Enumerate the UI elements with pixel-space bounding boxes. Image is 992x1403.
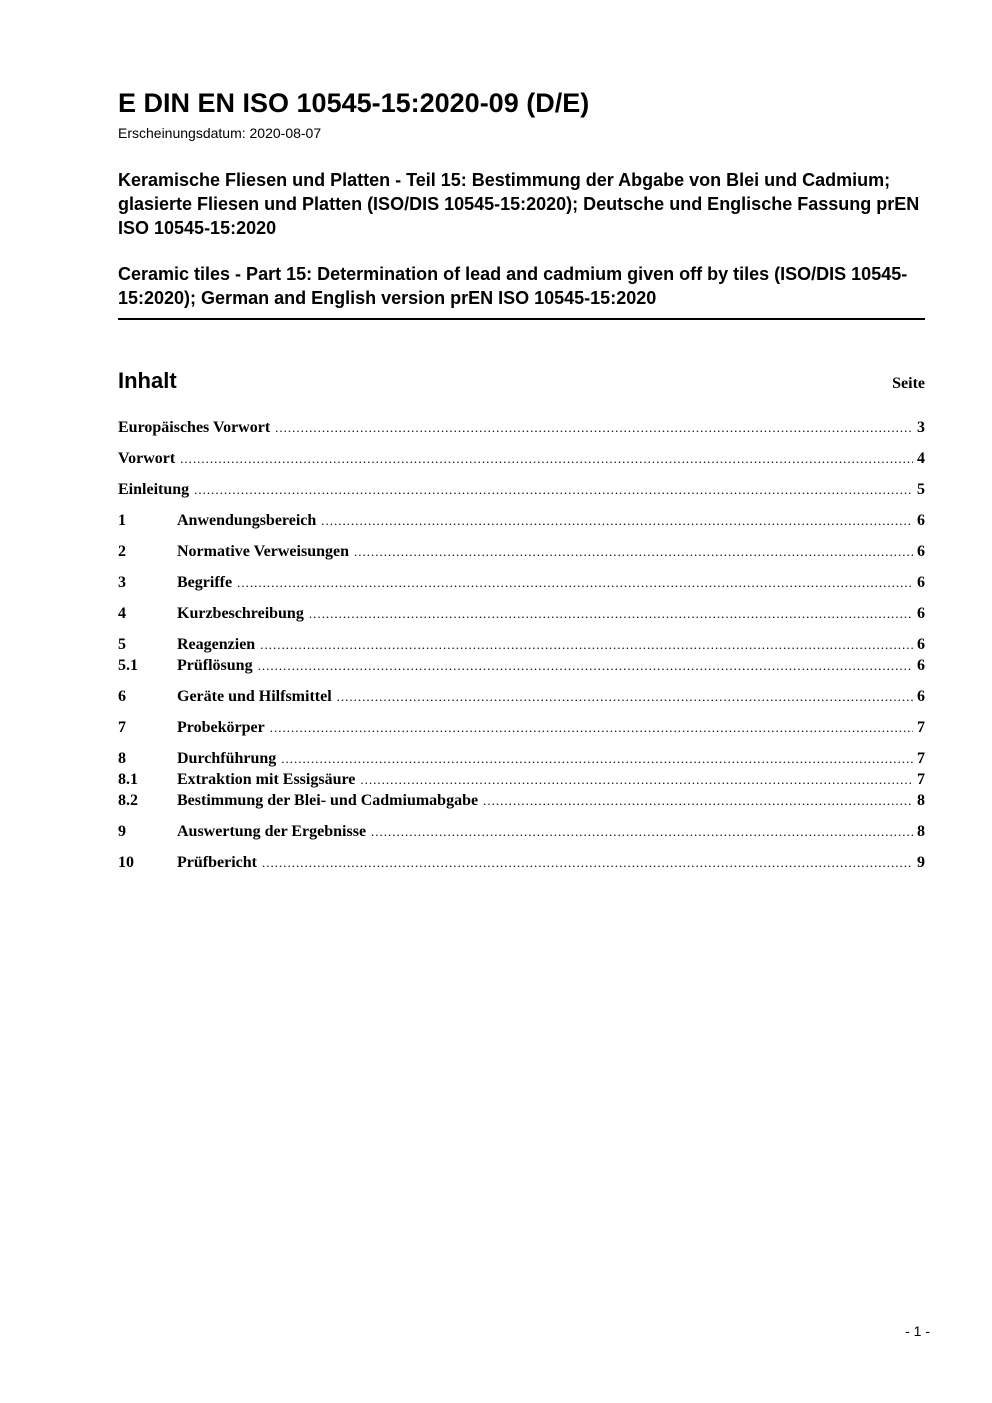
toc-entry-page: 6 [917, 636, 925, 653]
toc-entry-title: Bestimmung der Blei- und Cadmiumabgabe [177, 792, 479, 809]
toc-entry [118, 542, 925, 562]
toc-leader-dots [483, 791, 913, 811]
toc-entry [118, 604, 925, 624]
toc-entry [118, 749, 925, 769]
toc-entry-title: Begriffe [177, 574, 233, 591]
toc-entry-title: Anwendungsbereich [177, 512, 317, 529]
toc-entry-page: 6 [917, 605, 925, 622]
toc-entry-number: 8 [118, 750, 126, 767]
toc-entry-title: Prüflösung [177, 657, 253, 674]
toc-entry [118, 573, 925, 593]
toc-entry-title: Geräte und Hilfsmittel [177, 688, 332, 705]
toc-entry [118, 687, 925, 707]
document-header [118, 88, 925, 320]
toc-entry-page: 4 [917, 450, 925, 467]
toc-entry [118, 853, 925, 873]
toc-heading: Inhalt [118, 368, 177, 393]
german-title: Keramische Fliesen und Platten - Teil 15: Bestimmung der Abgabe von Blei und Cadmium; glasierte Fliesen und Platten (ISO/DIS 10545-15:2020); Deutsche und Englische Fassung prEN ISO 10545-15:2020 [118, 170, 920, 238]
toc-entry-title: Durchführung [177, 750, 277, 767]
toc-entry-title: Prüfbericht [177, 854, 257, 871]
toc-leader-dots [281, 749, 913, 769]
toc-leader-dots [270, 718, 913, 738]
toc-leader-dots [237, 573, 913, 593]
toc-entry-number: 8.2 [118, 792, 138, 809]
toc-leader-dots [371, 822, 913, 842]
toc-list [118, 418, 925, 873]
toc-entry-number: 6 [118, 688, 126, 705]
publication-date: Erscheinungsdatum: 2020-08-07 [118, 125, 322, 141]
toc-entry-page: 7 [917, 750, 925, 767]
toc-entry-page: 3 [917, 419, 925, 436]
toc-leader-dots [275, 418, 913, 438]
toc-leader-dots [258, 656, 913, 676]
toc-entry-page: 6 [917, 657, 925, 674]
toc-entry-number: 9 [118, 823, 126, 840]
toc-entry-number: 3 [118, 574, 126, 591]
toc-entry-page: 8 [917, 823, 925, 840]
toc-entry-number: 7 [118, 719, 126, 736]
toc-entry [118, 480, 925, 500]
toc-leader-dots [260, 635, 913, 655]
toc-entry-title: Einleitung [118, 481, 190, 498]
toc-entry [118, 449, 925, 469]
toc-entry [118, 822, 925, 842]
toc-entry-page: 7 [917, 771, 925, 788]
toc-leader-dots [180, 449, 913, 469]
toc-entry-number: 4 [118, 605, 126, 622]
toc-entry [118, 791, 925, 811]
toc-leader-dots [354, 542, 913, 562]
toc-entry-page: 6 [917, 512, 925, 529]
toc-leader-dots [309, 604, 913, 624]
toc-entry-page: 6 [917, 574, 925, 591]
toc-leader-dots [321, 511, 913, 531]
toc-entry-number: 1 [118, 512, 126, 529]
toc-leader-dots [262, 853, 913, 873]
toc-page-column-label: Seite [892, 375, 925, 392]
toc-header [118, 368, 925, 394]
toc-entry-page: 8 [917, 792, 925, 809]
toc-entry-page: 6 [917, 543, 925, 560]
toc-entry-page: 5 [917, 481, 925, 498]
toc-entry-number: 5.1 [118, 657, 138, 674]
toc-entry-title: Kurzbeschreibung [177, 605, 304, 622]
toc-entry [118, 718, 925, 738]
document-title: E DIN EN ISO 10545-15:2020-09 (D/E) [118, 88, 590, 118]
toc-entry-page: 9 [917, 854, 925, 871]
toc-entry-title: Probekörper [177, 719, 265, 736]
toc-leader-dots [360, 770, 913, 790]
toc-leader-dots [194, 480, 913, 500]
toc-entry-number: 10 [118, 854, 134, 871]
toc-entry [118, 511, 925, 531]
toc-leader-dots [337, 687, 913, 707]
english-title: Ceramic tiles - Part 15: Determination of lead and cadmium given off by tiles (ISO/DIS 10545-15:2020); German and English version prEN ISO 10545-15:2020 [118, 262, 925, 320]
toc-entry-number: 5 [118, 636, 126, 653]
toc-entry-title: Reagenzien [177, 636, 256, 653]
toc-entry [118, 418, 925, 438]
toc-entry-title: Vorwort [118, 450, 176, 467]
toc-entry [118, 770, 925, 790]
toc-entry-title: Europäisches Vorwort [118, 419, 271, 436]
footer-page-number: - 1 - [905, 1323, 930, 1339]
toc-entry [118, 635, 925, 655]
toc-entry-title: Extraktion mit Essigsäure [177, 771, 356, 788]
toc-entry-number: 8.1 [118, 771, 138, 788]
toc-entry [118, 656, 925, 676]
toc-entry-page: 6 [917, 688, 925, 705]
toc-entry-page: 7 [917, 719, 925, 736]
toc-entry-number: 2 [118, 543, 126, 560]
toc-entry-title: Auswertung der Ergebnisse [177, 823, 367, 840]
toc-entry-title: Normative Verweisungen [177, 543, 349, 560]
